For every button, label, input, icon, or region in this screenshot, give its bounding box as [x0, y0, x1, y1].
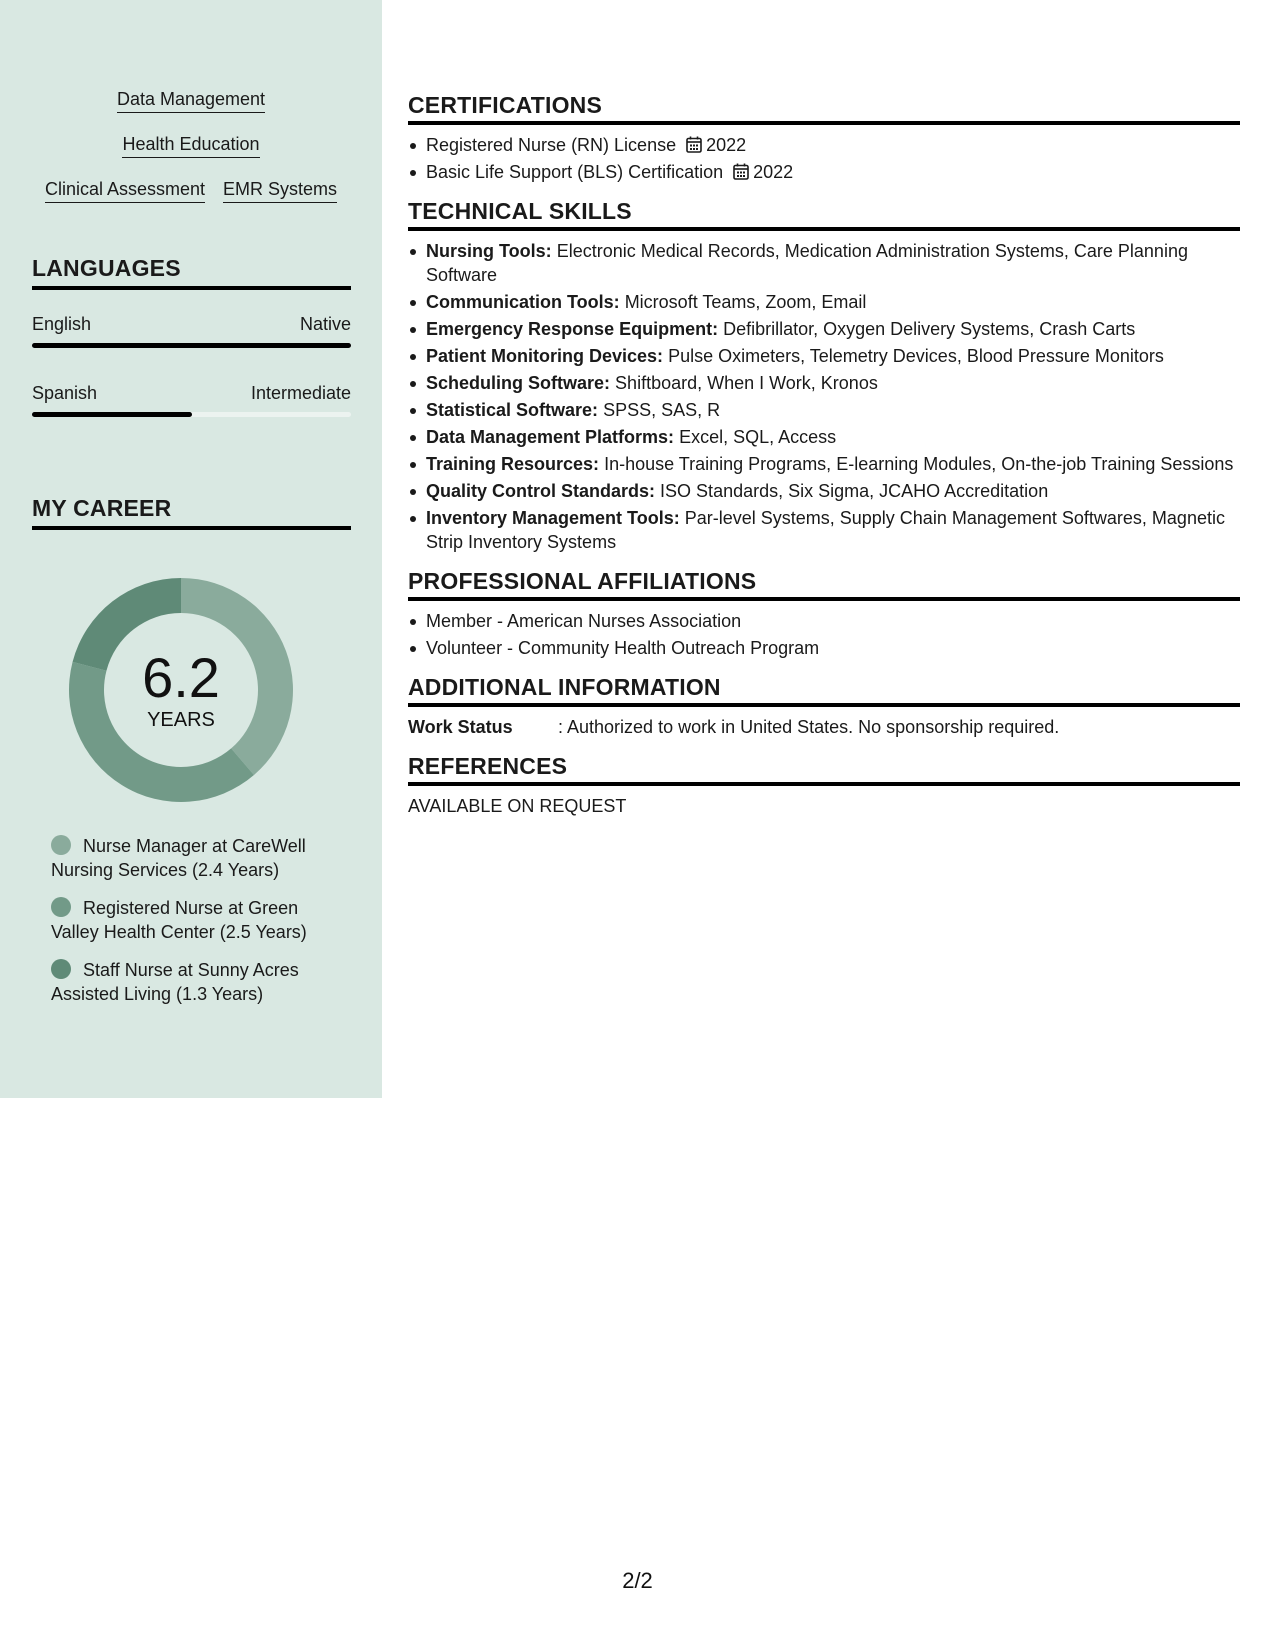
skill-item	[408, 452, 1240, 476]
skill-item	[408, 479, 1240, 503]
skill-row	[0, 177, 382, 203]
affiliations-section	[408, 568, 1240, 660]
certification-year: 2022	[706, 135, 747, 155]
affiliations-heading: PROFESSIONAL AFFILIATIONS	[408, 568, 1240, 601]
skill-value: Electronic Medical Records, Medication Administration Systems, Care Planning Software	[426, 241, 1188, 285]
language-english	[32, 312, 351, 348]
language-bar-fill	[32, 343, 351, 348]
references-heading: REFERENCES	[408, 753, 1240, 786]
legend-dot	[51, 959, 71, 979]
skill-value: Par-level Systems, Supply Chain Management Softwares, Magnetic Strip Inventory Systems	[426, 508, 1225, 552]
certification-item	[408, 133, 1240, 157]
certification-item	[408, 160, 1240, 184]
references-text: AVAILABLE ON REQUEST	[408, 796, 627, 816]
affiliation-item: Volunteer - Community Health Outreach Program	[408, 636, 1240, 660]
calendar-icon	[733, 163, 749, 180]
main-content	[408, 92, 1240, 832]
skill-value: In-house Training Programs, E-learning Modules, On-the-job Training Sessions	[604, 454, 1234, 474]
skill-label: Data Management Platforms:	[426, 427, 675, 447]
sidebar	[0, 0, 382, 1098]
skill-value: Pulse Oximeters, Telemetry Devices, Blood Pressure Monitors	[668, 346, 1164, 366]
additional-info-heading: ADDITIONAL INFORMATION	[408, 674, 1240, 707]
skill-label: Scheduling Software:	[426, 373, 611, 393]
language-level: Intermediate	[250, 383, 351, 403]
skill-item	[408, 290, 1240, 314]
work-status-label: Work Status	[408, 717, 513, 737]
career-item	[51, 958, 341, 1006]
language-bar	[32, 412, 351, 417]
technical-skills-section	[408, 198, 1240, 554]
career-total-value: 6.2	[142, 646, 220, 709]
skill-item	[408, 425, 1240, 449]
skill-label: Patient Monitoring Devices:	[426, 346, 664, 366]
additional-info-section	[408, 674, 1240, 739]
skill-item	[408, 371, 1240, 395]
skill-label: Inventory Management Tools:	[426, 508, 680, 528]
language-name: Spanish	[32, 383, 98, 403]
certification-name: Basic Life Support (BLS) Certification	[426, 162, 724, 182]
skill-row	[0, 87, 382, 113]
skill-tag: Data Management	[117, 87, 265, 113]
language-bar	[32, 343, 351, 348]
certifications-section	[408, 92, 1240, 184]
career-item-label: Registered Nurse at Green Valley Health Center (2.5 Years)	[51, 898, 307, 942]
skill-label: Training Resources:	[426, 454, 600, 474]
certification-year: 2022	[753, 162, 794, 182]
skill-value: Microsoft Teams, Zoom, Email	[624, 292, 867, 312]
language-level: Native	[299, 314, 351, 334]
skill-tag: EMR Systems	[223, 177, 337, 203]
skill-item	[408, 344, 1240, 368]
career-item-label: Staff Nurse at Sunny Acres Assisted Living (1.3 Years)	[51, 960, 299, 1004]
skill-item	[408, 239, 1240, 287]
skill-value: SPSS, SAS, R	[603, 400, 721, 420]
skill-label: Emergency Response Equipment:	[426, 319, 719, 339]
career-heading: MY CAREER	[32, 495, 351, 530]
skill-item	[408, 506, 1240, 554]
languages-heading: LANGUAGES	[32, 255, 351, 290]
certifications-heading: CERTIFICATIONS	[408, 92, 1240, 125]
career-item-label: Nurse Manager at CareWell Nursing Services (2.4 Years)	[51, 836, 306, 880]
career-total-unit: YEARS	[147, 709, 215, 731]
skill-value: Excel, SQL, Access	[679, 427, 837, 447]
skill-tag: Health Education	[122, 132, 259, 158]
technical-skills-heading: TECHNICAL SKILLS	[408, 198, 1240, 231]
skill-value: Shiftboard, When I Work, Kronos	[615, 373, 878, 393]
affiliation-item: Member - American Nurses Association	[408, 609, 1240, 633]
legend-dot	[51, 897, 71, 917]
skill-item	[408, 398, 1240, 422]
skill-label: Communication Tools:	[426, 292, 620, 312]
language-name: English	[32, 314, 92, 334]
legend-dot	[51, 835, 71, 855]
skill-value: ISO Standards, Six Sigma, JCAHO Accreditation	[660, 481, 1049, 501]
career-legend	[51, 834, 341, 1020]
skill-value: Defibrillator, Oxygen Delivery Systems, Crash Carts	[723, 319, 1136, 339]
career-total	[62, 571, 300, 809]
skill-item	[408, 317, 1240, 341]
page-number: 2/2	[622, 1568, 653, 1593]
language-spanish	[32, 381, 351, 417]
career-item	[51, 896, 341, 944]
work-status-value: : Authorized to work in United States. No sponsorship required.	[558, 717, 1060, 737]
language-bar-fill	[32, 412, 192, 417]
skill-label: Quality Control Standards:	[426, 481, 656, 501]
skill-tag: Clinical Assessment	[45, 177, 205, 203]
work-status-row	[408, 715, 1240, 739]
skill-label: Nursing Tools:	[426, 241, 552, 261]
calendar-icon	[686, 136, 702, 153]
skill-row	[0, 132, 382, 158]
references-section	[408, 753, 1240, 818]
certification-name: Registered Nurse (RN) License	[426, 135, 677, 155]
skill-label: Statistical Software:	[426, 400, 599, 420]
career-item	[51, 834, 341, 882]
